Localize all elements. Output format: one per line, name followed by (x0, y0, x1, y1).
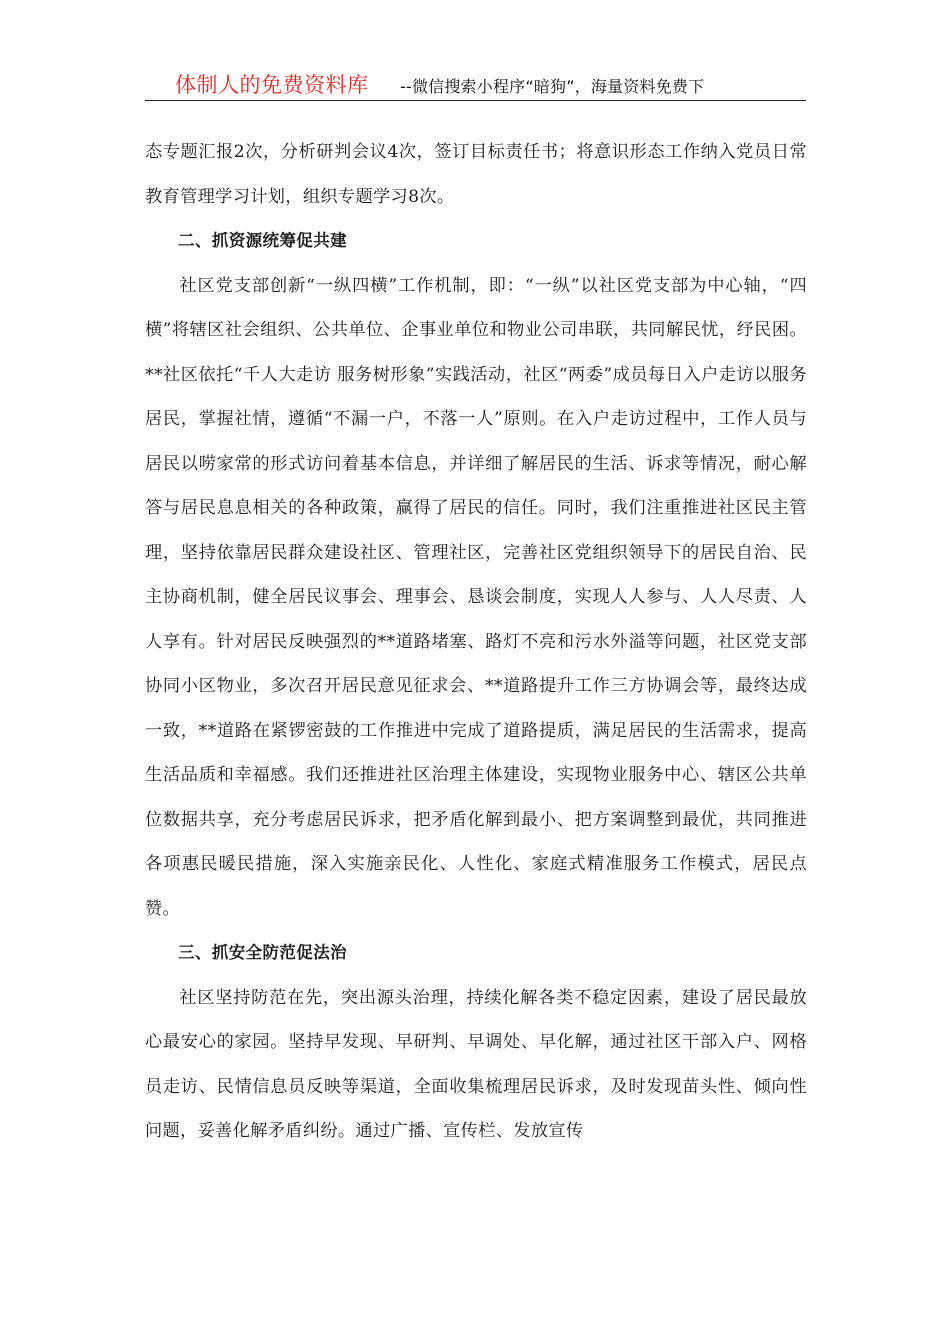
document-body (145, 130, 807, 1154)
header-note: --微信搜索小程序“暗狗”，海量资料免费下 (400, 77, 705, 96)
section-heading-2: 二、抓资源统筹促共建 (178, 231, 347, 250)
header-brand: 体制人的免费资料库 (175, 73, 369, 97)
paragraph-section-3: 社区坚持防范在先，突出源头治理，持续化解各类不稳定因素，建设了居民最放心最安心的家园。坚持早发现、早研判、早调处、早化解，通过社区干部入户、网格员走访、民情信息员反映等渠道，全面收集梳理居民诉求，及时发现苗头性、倾向性问题，妥善化解矛盾纠纷。通过广播、宣传栏、发放宣传 (145, 987, 807, 1141)
paragraph-intro: 态专题汇报2次，分析研判会议4次，签订目标责任书；将意识形态工作纳入党员日常教育管理学习计划，组织专题学习8次。 (145, 142, 807, 207)
page-header (145, 68, 806, 101)
paragraph-section-2: 社区党支部创新“一纵四横”工作机制，即：“一纵”以社区党支部为中心轴，“四横”将辖区社会组织、公共单位、企事业单位和物业公司串联，共同解民忧，纾民困。**社区依托“千人大走访 服务树形象”实践活动，社区“两委”成员每日入户走访以服务居民，掌握社情，遵循“不漏一户，不落一人”原则。在入户走访过程中，工作人员与居民以唠家常的形式访问着基本信息，并详细了解居民的生活、诉求等情况，耐心解答与居民息息相关的各种政策，赢得了居民的信任。同时，我们注重推进社区民主管理，坚持依靠居民群众建设社区、管理社区，完善社区党组织领导下的居民自治、民主协商机制，健全居民议事会、理事会、恳谈会制度，实现人人参与、人人尽责、人人享有。针对居民反映强烈的**道路堵塞、路灯不亮和污水外溢等问题，社区党支部协同小区物业，多次召开居民意见征求会、**道路提升工作三方协调会等，最终达成一致，**道路在紧锣密鼓的工作推进中完成了道路提质，满足居民的生活需求，提高生活品质和幸福感。我们还推进社区治理主体建设，实现物业服务中心、辖区公共单位数据共享，充分考虑居民诉求，把矛盾化解到最小、把方案调整到最优，共同推进各项惠民暖民措施，深入实施亲民化、人性化、家庭式精准服务工作模式，居民点赞。 (145, 275, 807, 919)
section-heading-3: 三、抓安全防范促法治 (178, 943, 347, 962)
